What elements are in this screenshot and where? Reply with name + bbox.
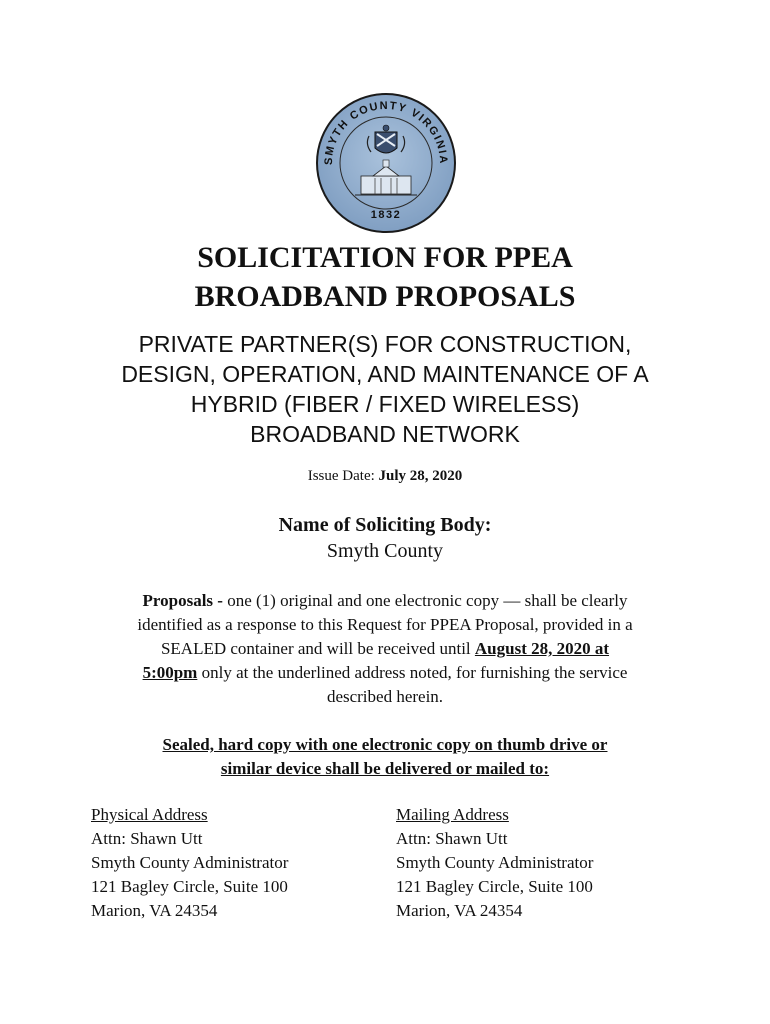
mailing-address-city: Marion, VA 24354	[396, 901, 523, 920]
mailing-address-street: 121 Bagley Circle, Suite 100	[396, 877, 593, 896]
title-line-2: BROADBAND PROPOSALS	[194, 280, 576, 313]
physical-address-city: Marion, VA 24354	[91, 901, 218, 920]
issue-date-value: July 28, 2020	[378, 468, 463, 484]
seal-year: 1832	[370, 209, 402, 221]
physical-address-street: 121 Bagley Circle, Suite 100	[91, 877, 288, 896]
proposals-line-5: described herein.	[326, 687, 444, 706]
mailing-address-title: Smyth County Administrator	[396, 853, 594, 872]
mailing-address	[396, 803, 593, 923]
subtitle-line-3: HYBRID (FIBER / FIXED WIRELESS)	[190, 391, 580, 417]
proposals-line-4-text: only at the underlined address noted, for furnishing the service	[197, 663, 628, 682]
physical-address-attn: Attn: Shawn Utt	[91, 829, 203, 848]
document-title	[0, 238, 770, 316]
seal-ring-text: SMYTH COUNTY VIRGINIA	[322, 99, 450, 166]
county-seal	[315, 92, 457, 234]
physical-address-heading: Physical Address	[91, 805, 208, 824]
proposals-line-2: identified as a response to this Request for PPEA Proposal, provided in a	[137, 615, 633, 634]
subtitle-line-4: BROADBAND NETWORK	[250, 421, 520, 447]
subtitle-line-2: DESIGN, OPERATION, AND MAINTENANCE OF A	[121, 361, 649, 387]
soliciting-body	[0, 512, 770, 565]
delivery-line-1: Sealed, hard copy with one electronic copy on thumb drive or	[162, 735, 608, 754]
mailing-address-heading: Mailing Address	[396, 805, 509, 824]
proposals-line-1-text: one (1) original and one electronic copy — shall be clearly	[222, 591, 628, 610]
proposals-paragraph	[78, 589, 692, 709]
proposals-line-3	[78, 637, 692, 661]
subtitle-line-1: PRIVATE PARTNER(S) FOR CONSTRUCTION,	[138, 331, 632, 357]
delivery-instructions	[0, 733, 770, 781]
proposals-deadline-date: August 28, 2020 at	[474, 639, 610, 658]
county-seal-graphic	[315, 92, 457, 234]
physical-address-title: Smyth County Administrator	[91, 853, 289, 872]
issue-date	[0, 466, 770, 486]
proposals-lead: Proposals -	[142, 591, 223, 610]
proposals-line-4	[78, 661, 692, 685]
proposals-line-3-text: SEALED container and will be received until	[160, 639, 475, 658]
issue-date-label: Issue Date:	[307, 468, 379, 484]
soliciting-body-value: Smyth County	[326, 540, 444, 562]
document-subtitle	[40, 329, 730, 449]
delivery-line-2: similar device shall be delivered or mailed to:	[220, 759, 550, 778]
proposals-line-1	[78, 589, 692, 613]
proposals-deadline-time: 5:00pm	[142, 663, 198, 682]
physical-address	[91, 803, 288, 923]
soliciting-body-label: Name of Soliciting Body:	[278, 514, 492, 536]
title-line-1: SOLICITATION FOR PPEA	[197, 241, 573, 274]
mailing-address-attn: Attn: Shawn Utt	[396, 829, 508, 848]
